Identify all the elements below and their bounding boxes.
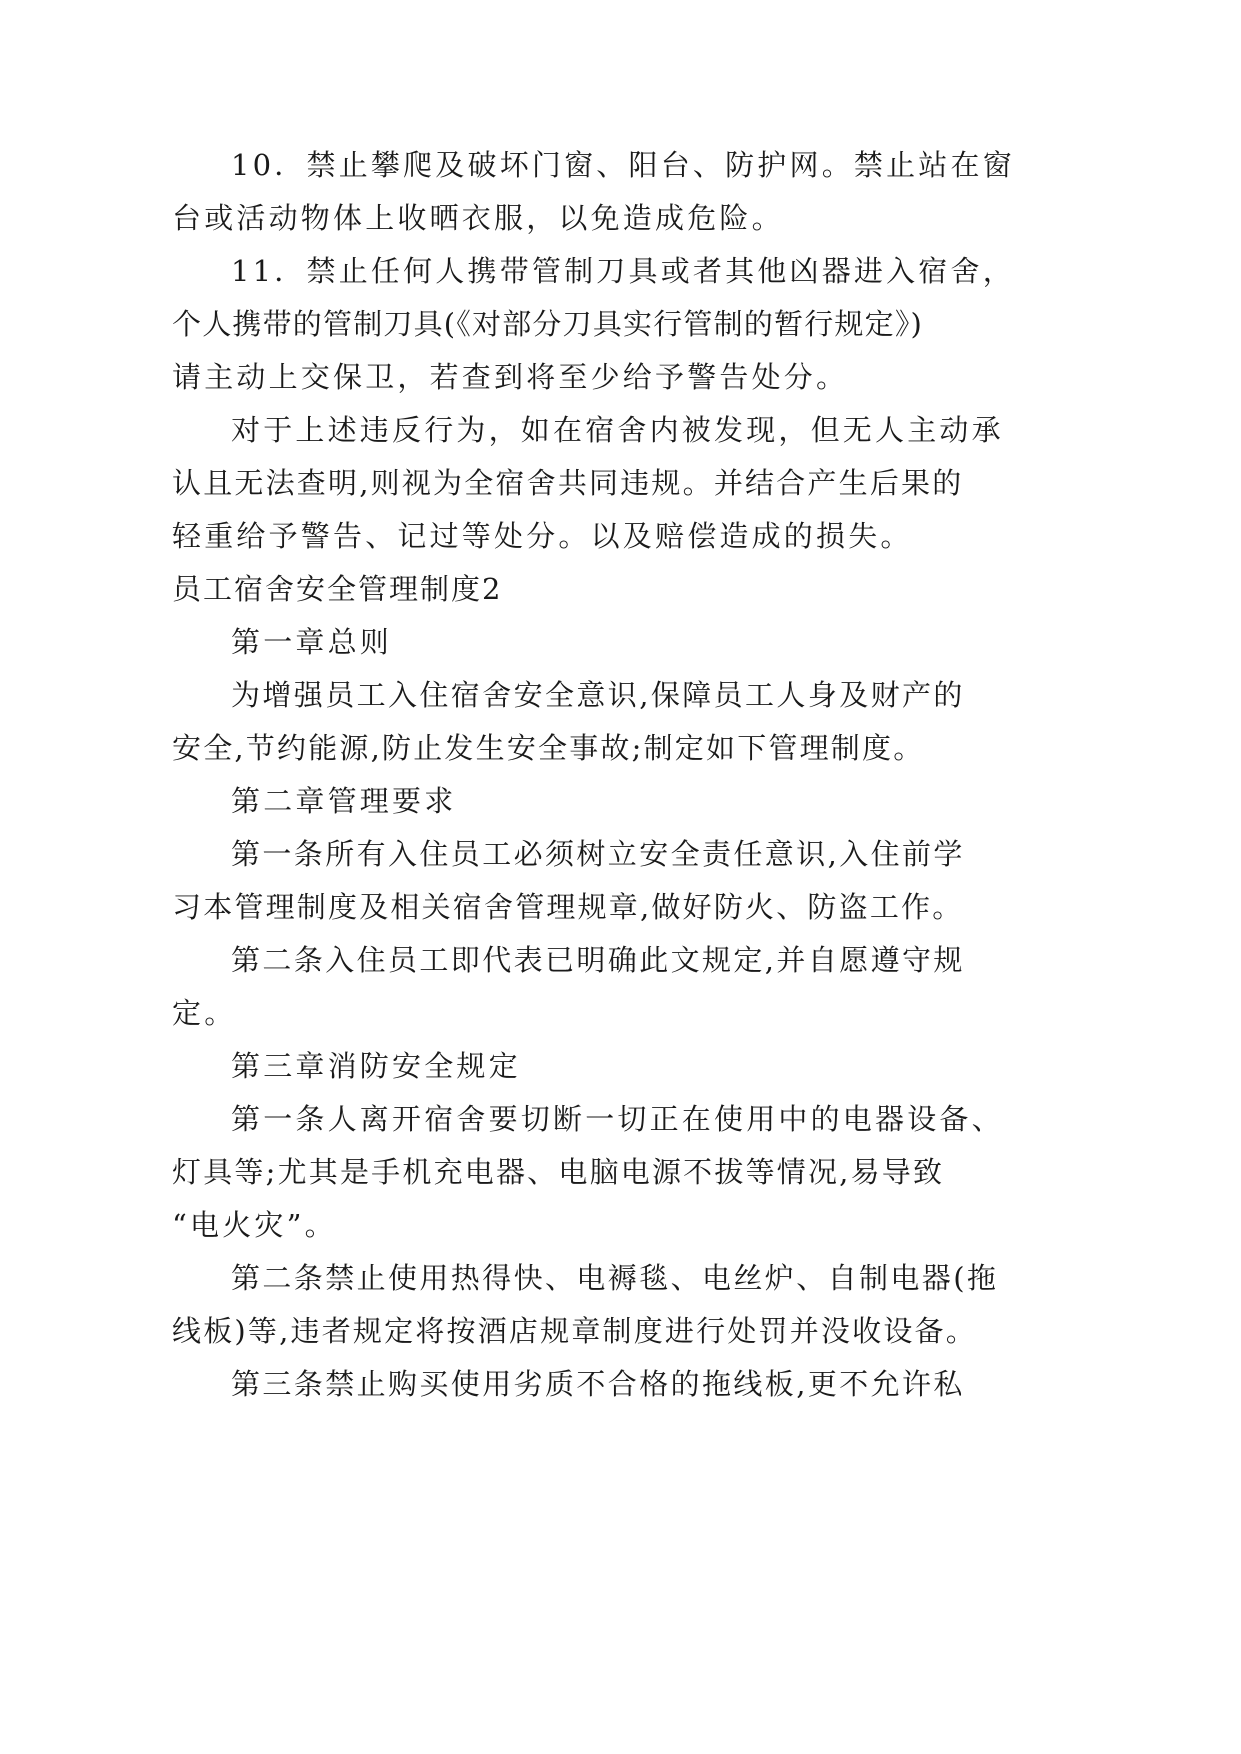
text-line: 第一条人离开宿舍要切断一切正在使用中的电器设备、 [231, 1102, 1004, 1136]
text-line: 请主动上交保卫，若查到将至少给予警告处分。 [172, 360, 849, 394]
text-line: 安全,节约能源,防止发生安全事故;制定如下管理制度。 [172, 731, 925, 765]
text-line: 第一条所有入住员工必须树立安全责任意识,入住前学 [231, 837, 965, 871]
text-line: 灯具等;尤其是手机充电器、电脑电源不拔等情况,易导致 [172, 1155, 945, 1189]
text-line: 11．禁止任何人携带管制刀具或者其他凶器进入宿舍， [231, 254, 1015, 288]
text-line: “电火灾”。 [172, 1208, 337, 1242]
chapter-heading: 第二章管理要求 [231, 784, 457, 818]
text-line: 第二条入住员工即代表已明确此文规定,并自愿遵守规 [231, 943, 965, 977]
chapter-heading: 第三章消防安全规定 [231, 1049, 521, 1083]
text-line: 认且无法查明,则视为全宿舍共同违规。并结合产生后果的 [172, 466, 964, 500]
text-line: 线板)等,违者规定将按酒店规章制度进行处罚并没收设备。 [172, 1314, 977, 1348]
text-line: 轻重给予警告、记过等处分。以及赔偿造成的损失。 [172, 519, 913, 553]
text-line: 第三条禁止购买使用劣质不合格的拖线板,更不允许私 [231, 1367, 965, 1401]
text-line: 台或活动物体上收晒衣服，以免造成危险。 [172, 201, 784, 235]
chapter-heading: 第一章总则 [231, 625, 393, 659]
text-line: 定。 [172, 996, 237, 1030]
text-line: 对于上述违反行为，如在宿舍内被发现，但无人主动承 [231, 413, 1004, 447]
text-line: 个人携带的管制刀具(《对部分刀具实行管制的暂行规定》) [172, 307, 924, 341]
text-line: 习本管理制度及相关宿舍管理规章,做好防火、防盗工作。 [172, 890, 964, 924]
text-line: 10．禁止攀爬及破坏门窗、阳台、防护网。禁止站在窗 [231, 148, 1015, 182]
text-line: 第二条禁止使用热得快、电褥毯、电丝炉、自制电器(拖 [231, 1261, 999, 1295]
section-title: 员工宿舍安全管理制度2 [172, 572, 503, 606]
text-line: 为增强员工入住宿舍安全意识,保障员工人身及财产的 [231, 678, 965, 712]
